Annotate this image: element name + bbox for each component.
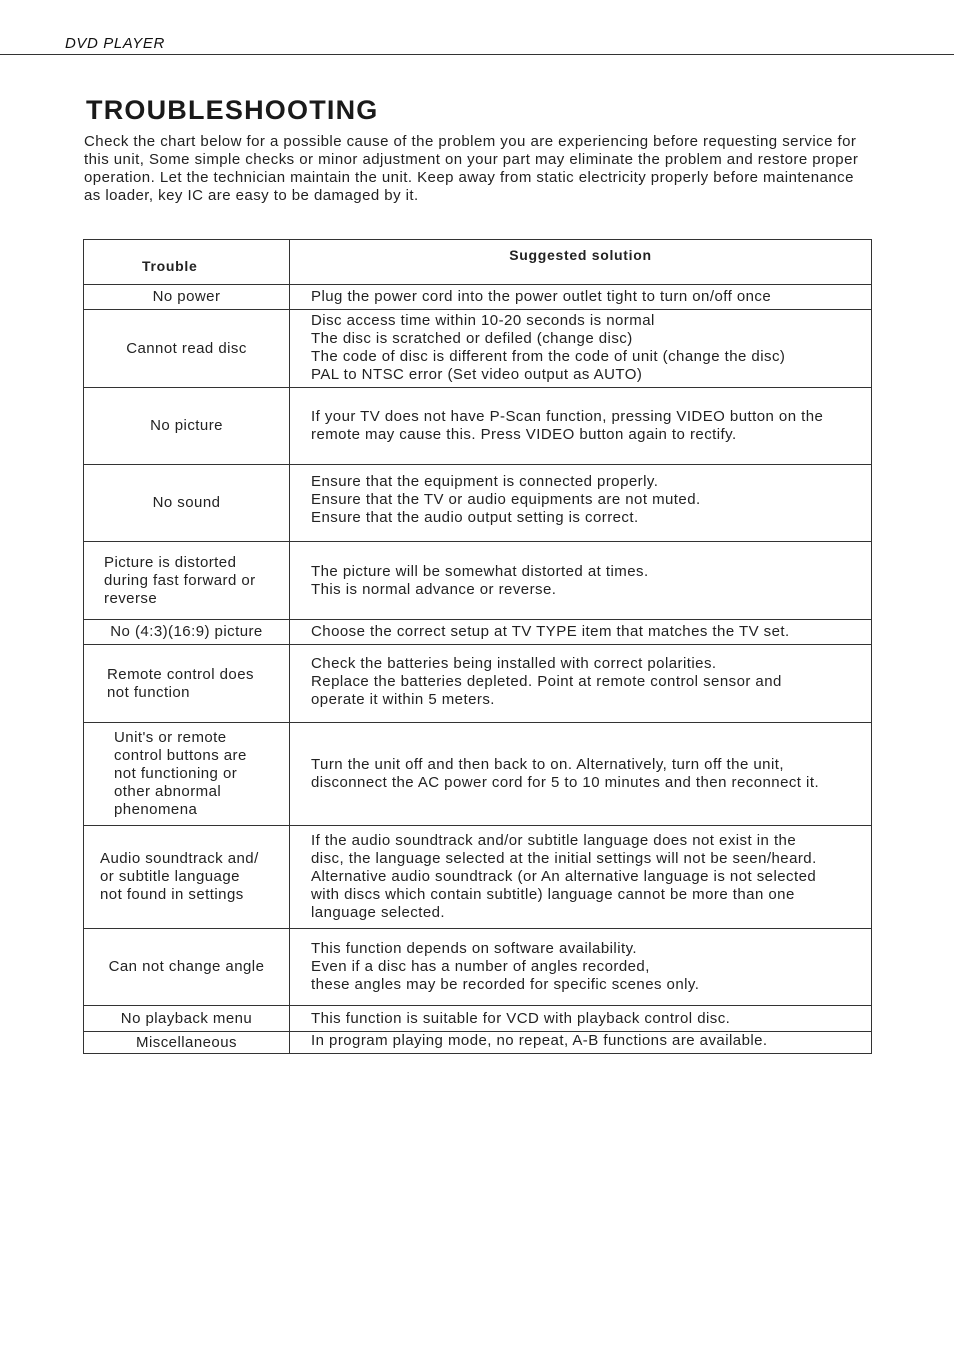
trouble-text: control buttons are <box>114 747 247 764</box>
troubleshooting-table <box>83 239 872 1054</box>
solution-text: Replace the batteries depleted. Point at remote control sensor and <box>311 673 782 690</box>
solution-text: Ensure that the audio output setting is correct. <box>311 509 639 526</box>
trouble-text: during fast forward or <box>104 571 256 589</box>
solution-text: The code of disc is different from the code of unit (change the disc) <box>311 348 786 365</box>
header-rule <box>0 54 954 55</box>
trouble-text: No power <box>152 288 221 305</box>
trouble-cell <box>84 645 290 723</box>
solution-cell <box>290 929 872 1006</box>
table-row <box>84 465 872 542</box>
trouble-cell <box>84 465 290 542</box>
trouble-cell <box>84 723 290 826</box>
solution-cell <box>290 645 872 723</box>
solution-text: If the audio soundtrack and/or subtitle language does not exist in the <box>311 832 797 849</box>
solution-cell <box>290 285 872 310</box>
solution-cell <box>290 826 872 929</box>
solution-cell <box>290 542 872 620</box>
solution-cell <box>290 465 872 542</box>
solution-text: Even if a disc has a number of angles recorded, <box>311 958 650 975</box>
trouble-text: Can not change angle <box>108 958 265 975</box>
solution-cell <box>290 388 872 465</box>
trouble-cell <box>84 620 290 645</box>
trouble-text: not found in settings <box>100 886 244 903</box>
trouble-text: Audio soundtrack and/ <box>100 850 259 867</box>
intro-paragraph: Check the chart below for a possible cause of the problem you are experiencing before requesting service for this unit, Some simple checks or minor adjustment on your part may eliminate the problem and restore proper operation. Let the technician maintain the unit. Keep away from static electricity properly before maintenance as loader, key IC are easy to be damaged by it. <box>84 133 859 204</box>
table-row <box>84 929 872 1006</box>
header-label: DVD PLAYER <box>65 35 165 52</box>
solution-text: with discs which contain subtitle) language cannot be more than one <box>311 886 795 903</box>
trouble-text: No picture <box>150 417 223 434</box>
table-row <box>84 310 872 388</box>
trouble-text: Unit's or remote <box>114 729 227 746</box>
table-row <box>84 1032 872 1054</box>
trouble-text: or subtitle language <box>100 868 240 885</box>
trouble-text: Miscellaneous <box>136 1033 237 1051</box>
table-row <box>84 826 872 929</box>
solution-text: Disc access time within 10-20 seconds is normal <box>311 312 655 329</box>
solution-text: The picture will be somewhat distorted at times. <box>311 562 649 580</box>
table-header-row <box>84 240 872 285</box>
trouble-text: phenomena <box>114 801 198 818</box>
trouble-cell <box>84 1006 290 1032</box>
trouble-text: Remote control does <box>107 665 254 683</box>
trouble-text: No playback menu <box>120 1009 253 1027</box>
solution-text: Choose the correct setup at TV TYPE item that matches the TV set. <box>311 623 790 640</box>
solution-text: This function depends on software availability. <box>311 940 638 957</box>
table-row <box>84 620 872 645</box>
trouble-text: No (4:3)(16:9) picture <box>110 623 263 640</box>
page-title: TROUBLESHOOTING <box>86 95 379 125</box>
trouble-text: No sound <box>152 494 221 511</box>
solution-text: Plug the power cord into the power outlet tight to turn on/off once <box>311 288 772 305</box>
solution-cell <box>290 1032 872 1054</box>
solution-cell <box>290 310 872 388</box>
solution-text: Alternative audio soundtrack (or An alternative language is not selected <box>311 868 817 885</box>
solution-text: PAL to NTSC error (Set video output as AUTO) <box>311 366 643 383</box>
table-row <box>84 723 872 826</box>
table-row <box>84 542 872 620</box>
solution-text: The disc is scratched or defiled (change disc) <box>311 330 633 347</box>
trouble-text: not functioning or <box>114 765 238 782</box>
trouble-text: not function <box>107 683 190 701</box>
solution-text: remote may cause this. Press VIDEO button again to rectify. <box>311 426 737 443</box>
solution-text: disc, the language selected at the initial settings will not be seen/heard. <box>311 850 817 867</box>
trouble-text: Cannot read disc <box>126 339 247 357</box>
solution-text: operate it within 5 meters. <box>311 691 495 708</box>
solution-text: disconnect the AC power cord for 5 to 10 minutes and then reconnect it. <box>311 774 820 791</box>
solution-text: This is normal advance or reverse. <box>311 580 557 598</box>
solution-cell <box>290 1006 872 1032</box>
trouble-text: Picture is distorted <box>104 553 237 571</box>
solution-text: Check the batteries being installed with correct polarities. <box>311 655 717 672</box>
header-solution: Suggested solution <box>290 240 872 285</box>
solution-text: these angles may be recorded for specific scenes only. <box>311 976 700 993</box>
table-row <box>84 645 872 723</box>
table-row <box>84 285 872 310</box>
solution-text: Ensure that the TV or audio equipments are not muted. <box>311 491 701 508</box>
solution-text: Ensure that the equipment is connected properly. <box>311 473 659 490</box>
trouble-text: other abnormal <box>114 783 222 800</box>
trouble-text: reverse <box>104 589 158 607</box>
trouble-cell <box>84 542 290 620</box>
trouble-cell <box>84 826 290 929</box>
table-row <box>84 1006 872 1032</box>
trouble-cell <box>84 388 290 465</box>
solution-cell <box>290 723 872 826</box>
trouble-cell <box>84 285 290 310</box>
header-trouble: Trouble <box>84 240 290 285</box>
solution-text: In program playing mode, no repeat, A-B functions are available. <box>311 1032 768 1049</box>
solution-text: This function is suitable for VCD with playback control disc. <box>311 1009 731 1027</box>
solution-text: If your TV does not have P-Scan function, pressing VIDEO button on the <box>311 408 824 425</box>
trouble-cell <box>84 310 290 388</box>
solution-cell <box>290 620 872 645</box>
trouble-cell <box>84 1032 290 1054</box>
solution-text: language selected. <box>311 904 446 921</box>
trouble-cell <box>84 929 290 1006</box>
table-row <box>84 388 872 465</box>
solution-text: Turn the unit off and then back to on. Alternatively, turn off the unit, <box>311 756 784 773</box>
